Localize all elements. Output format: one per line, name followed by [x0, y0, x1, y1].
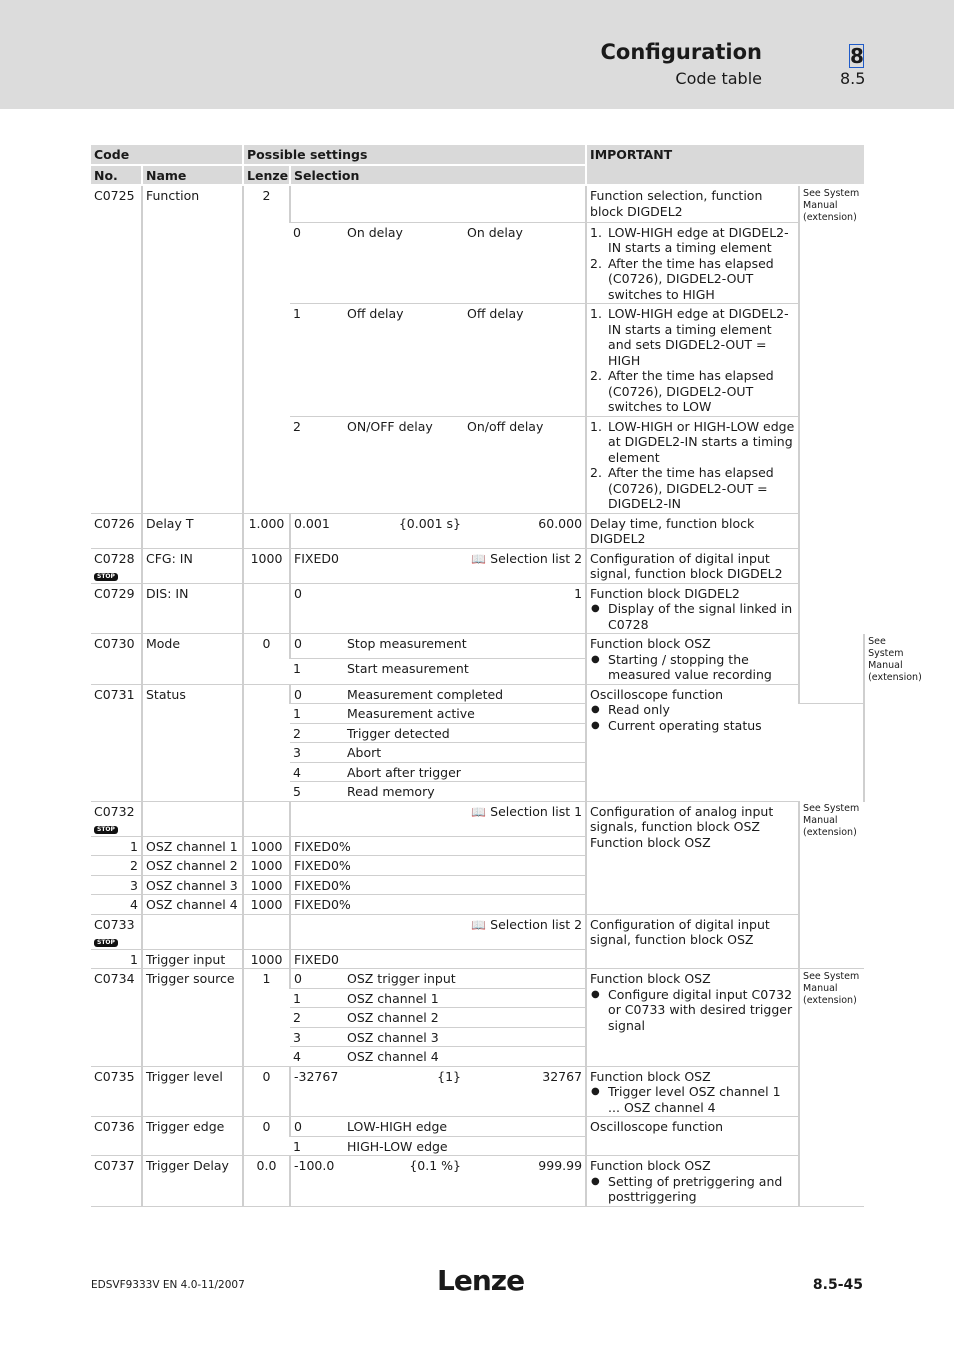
option-value: 2	[290, 416, 344, 513]
option-value: 1	[290, 659, 344, 684]
list-item: After the time has elapsed (C0726), DIGDEL2-OUT switches to HIGH	[608, 255, 774, 302]
selection-value: FIXED0%	[290, 895, 586, 915]
col-selection: Selection	[290, 165, 586, 186]
table-row	[91, 185, 864, 222]
option-label: On delay	[344, 222, 464, 304]
selection-value: FIXED0%	[290, 875, 586, 895]
important-text: Oscilloscope function	[590, 686, 724, 702]
option-label: OSZ channel 1	[344, 988, 586, 1008]
bullet-icon: ●	[591, 1086, 600, 1097]
option-value: 0	[290, 684, 344, 704]
option-notes: 1. LOW-HIGH or HIGH-LOW edge at DIGDEL2-IN starts a timing element 2. After the time has elapsed (C0726), DIGDEL2-OUT = DIGDEL2-IN	[586, 416, 799, 513]
table-row	[91, 801, 864, 836]
code-table	[91, 145, 922, 1207]
table-row	[91, 583, 864, 634]
important-text: Delay time, function block DIGDEL2	[586, 513, 799, 548]
option-value: 4	[290, 1047, 344, 1067]
selection-value: FIXED0	[290, 548, 464, 583]
system-manual-note: See System Manual (extension)	[799, 801, 864, 969]
table-row	[91, 1156, 864, 1207]
range-max: 1	[464, 583, 586, 634]
subcode-index: 3	[91, 875, 142, 895]
code-name: Function	[142, 185, 243, 513]
list-item: LOW-HIGH or HIGH-LOW edge at DIGDEL2-IN starts a timing element	[608, 418, 795, 465]
subcode-index: 1	[91, 949, 142, 969]
important-text: Function block OSZ	[590, 834, 711, 850]
selection-value: FIXED0	[290, 949, 586, 969]
option-label: Read memory	[344, 782, 586, 802]
subcode-name: OSZ channel 4	[142, 895, 243, 915]
lenze-default: 1000	[243, 949, 290, 969]
col-no: No.	[91, 165, 142, 186]
option-value: 0	[290, 222, 344, 304]
bullet-icon: ●	[591, 988, 600, 1000]
important-cell	[586, 969, 799, 1067]
stop-icon: STOP	[94, 939, 118, 947]
book-icon: 📖	[471, 804, 487, 819]
bullet-icon: ●	[591, 603, 600, 614]
option-label: ON/OFF delay	[344, 416, 464, 513]
important-text: Oscilloscope function	[586, 1117, 799, 1156]
bullet-text: Starting / stopping the measured value recording	[608, 651, 772, 682]
important-text: Configuration of digital input signal, function block OSZ	[586, 914, 799, 969]
option-value: 2	[290, 1008, 344, 1028]
option-label: Stop measurement	[344, 634, 586, 659]
subcode-name: OSZ channel 1	[142, 836, 243, 856]
page-subtitle: Code table	[675, 69, 762, 88]
subcode-index: 2	[91, 856, 142, 876]
important-text: Function block DIGDEL2	[590, 585, 740, 601]
option-label: Abort	[344, 743, 586, 763]
bullet-text: Trigger level OSZ channel 1 ... OSZ channel 4	[608, 1084, 781, 1115]
range-step: {0.1 %}	[344, 1156, 464, 1207]
option-label: OSZ channel 4	[344, 1047, 586, 1067]
page-number: 8.5-45	[812, 1277, 863, 1293]
book-icon: 📖	[471, 917, 487, 932]
important-text: Function block OSZ	[590, 636, 711, 651]
selection-list-link: 📖 Selection list 2	[464, 548, 586, 583]
code-cell	[91, 914, 142, 949]
list-item: After the time has elapsed (C0726), DIGDEL2-OUT = DIGDEL2-IN	[608, 465, 774, 511]
col-code: Code	[91, 145, 243, 165]
option-value: 0	[290, 969, 344, 989]
code-name: CFG: IN	[142, 548, 243, 583]
subcode-index: 1	[91, 836, 142, 856]
option-label: Start measurement	[344, 659, 586, 684]
col-important: IMPORTANT	[586, 145, 864, 185]
table-row	[91, 684, 864, 704]
code-name: DIS: IN	[142, 583, 243, 634]
code-no: C0728	[94, 550, 135, 566]
table-row	[91, 969, 864, 989]
code-no: C0733	[94, 916, 135, 932]
bullet-icon: ●	[591, 653, 600, 665]
option-meaning: On delay	[464, 222, 586, 304]
lenze-default: 1000	[243, 875, 290, 895]
bullet-text: Display of the signal linked in C0728	[608, 601, 793, 632]
option-value: 1	[290, 988, 344, 1008]
subcode-name: Trigger input	[142, 949, 243, 969]
list-item: LOW-HIGH edge at DIGDEL2-IN starts a timing element	[608, 224, 789, 255]
range-min: -32767	[290, 1066, 344, 1117]
important-cell	[586, 1156, 799, 1207]
range-min: -100.0	[290, 1156, 344, 1207]
stop-icon: STOP	[94, 573, 118, 581]
bullet-text: Read only	[608, 702, 670, 717]
col-name: Name	[142, 165, 243, 186]
code-name: Mode	[142, 634, 243, 685]
bullet-icon: ●	[591, 719, 600, 731]
code-no: C0737	[91, 1156, 142, 1207]
code-no: C0734	[91, 969, 142, 1067]
code-no: C0726	[91, 513, 142, 548]
table-row	[91, 1066, 864, 1117]
table-header-row	[91, 145, 864, 165]
option-label: OSZ trigger input	[344, 969, 586, 989]
book-icon: 📖	[471, 551, 487, 566]
code-cell	[91, 801, 142, 836]
bullet-icon: ●	[591, 1175, 600, 1187]
option-label: OSZ channel 3	[344, 1027, 586, 1047]
chapter-number: 8	[850, 44, 864, 68]
option-value: 4	[290, 762, 344, 782]
option-meaning: Off delay	[464, 304, 586, 417]
code-no: C0732	[94, 803, 135, 819]
option-value: 5	[290, 782, 344, 802]
option-label: Measurement active	[344, 704, 586, 724]
important-text: Configuration of digital input signal, function block DIGDEL2	[586, 548, 799, 583]
section-number: 8.5	[840, 69, 866, 88]
lenze-default: 1000	[243, 895, 290, 915]
code-no: C0729	[91, 583, 142, 634]
lenze-default: 1000	[243, 836, 290, 856]
important-cell	[586, 684, 799, 801]
range-max: 60.000	[464, 513, 586, 548]
option-label: Trigger detected	[344, 723, 586, 743]
option-value: 3	[290, 743, 344, 763]
range-max: 999.99	[464, 1156, 586, 1207]
important-cell	[586, 801, 799, 914]
lenze-default: 1.000	[243, 513, 290, 548]
code-no: C0730	[91, 634, 142, 685]
option-value: 3	[290, 1027, 344, 1047]
lenze-default: 0	[243, 1117, 290, 1156]
option-value: 1	[290, 1136, 344, 1156]
selection-value: FIXED0%	[290, 836, 586, 856]
code-name: Trigger Delay	[142, 1156, 243, 1207]
page-title: Configuration	[600, 40, 762, 64]
option-notes: 1. LOW-HIGH edge at DIGDEL2-IN starts a timing element 2. After the time has elapsed (C0726), DIGDEL2-OUT switches to HIGH	[586, 222, 799, 304]
important-text: Function block OSZ	[590, 971, 711, 986]
list-item: After the time has elapsed (C0726), DIGDEL2-OUT switches to LOW	[608, 368, 774, 414]
lenze-default: 2	[243, 185, 290, 513]
code-no: C0736	[91, 1117, 142, 1156]
important-cell	[586, 1066, 799, 1117]
selection-value: FIXED0%	[290, 856, 586, 876]
bullet-text: Current operating status	[608, 717, 762, 733]
col-lenze: Lenze	[243, 165, 290, 186]
option-value: 2	[290, 723, 344, 743]
lenze-default: 1000	[243, 856, 290, 876]
list-item: LOW-HIGH edge at DIGDEL2-IN starts a timing element and sets DIGDEL2-OUT = HIGH	[608, 306, 789, 368]
important-text: Function block OSZ	[590, 1158, 711, 1173]
important-text: Function block OSZ	[590, 1068, 711, 1084]
important-text: Function selection, function block DIGDEL2	[586, 185, 799, 222]
lenze-logo: Lenze	[437, 1264, 525, 1297]
range-max: 32767	[464, 1066, 586, 1117]
table-row	[91, 1117, 864, 1137]
selection-list-link: 📖 Selection list 2	[464, 914, 586, 949]
subcode-name: OSZ channel 3	[142, 875, 243, 895]
range-step: {0.001 s}	[344, 513, 464, 548]
code-no: C0731	[91, 684, 142, 801]
option-value: 0	[290, 1117, 344, 1137]
range-min: 0	[290, 583, 464, 634]
option-label: LOW-HIGH edge	[344, 1117, 586, 1137]
code-name: Status	[142, 684, 243, 801]
lenze-default: 1000	[243, 548, 290, 583]
subcode-name: OSZ channel 2	[142, 856, 243, 876]
table-row: C0730 Mode 0 0 Stop measurement Function block OSZ ● Starting / stopping the measured value recording See System Manual (extension)	[91, 634, 864, 659]
bullet-icon: ●	[591, 704, 600, 715]
lenze-default: 0	[243, 634, 290, 685]
code-no: C0725	[91, 185, 142, 513]
option-notes: 1. LOW-HIGH edge at DIGDEL2-IN starts a timing element and sets DIGDEL2-OUT = HIGH 2. After the time has elapsed (C0726), DIGDEL2-OUT switches to LOW	[586, 304, 799, 417]
option-value: 1	[290, 704, 344, 724]
option-label: Off delay	[344, 304, 464, 417]
col-possible-settings: Possible settings	[243, 145, 586, 165]
option-value: 1	[290, 304, 344, 417]
lenze-default: 0	[243, 1066, 290, 1117]
bullet-text: Configure digital input C0732 or C0733 with desired trigger signal	[608, 986, 793, 1033]
stop-icon: STOP	[94, 826, 118, 834]
option-label: Measurement completed	[344, 684, 586, 704]
range-min: 0.001	[290, 513, 344, 548]
table-row	[91, 513, 864, 548]
important-cell	[586, 583, 799, 634]
important-text: Configuration of analog input signals, function block OSZ	[590, 803, 774, 834]
code-name: Trigger level	[142, 1066, 243, 1117]
table-row	[91, 548, 864, 583]
lenze-default: 1	[243, 969, 290, 1067]
code-name: Trigger source	[142, 969, 243, 1067]
code-no: C0735	[91, 1066, 142, 1117]
selection-list-link: 📖 Selection list 1	[464, 801, 586, 836]
system-manual-note: See System Manual (extension)	[799, 969, 864, 1207]
code-cell	[91, 548, 142, 583]
option-label: Abort after trigger	[344, 762, 586, 782]
subcode-index: 4	[91, 895, 142, 915]
code-name: Trigger edge	[142, 1117, 243, 1156]
system-manual-note: See System Manual (extension)	[799, 185, 864, 704]
bullet-text: Setting of pretriggering and posttriggering	[608, 1173, 783, 1204]
code-name: Delay T	[142, 513, 243, 548]
option-value: 0	[290, 634, 344, 659]
document-id: EDSVF9333V EN 4.0-11/2007	[91, 1279, 245, 1291]
range-step: {1}	[344, 1066, 464, 1117]
page-header	[0, 0, 954, 109]
option-label: HIGH-LOW edge	[344, 1136, 586, 1156]
option-label: OSZ channel 2	[344, 1008, 586, 1028]
important-cell	[586, 634, 799, 685]
table-row	[91, 914, 864, 949]
option-meaning: On/off delay	[464, 416, 586, 513]
lenze-default: 0.0	[243, 1156, 290, 1207]
